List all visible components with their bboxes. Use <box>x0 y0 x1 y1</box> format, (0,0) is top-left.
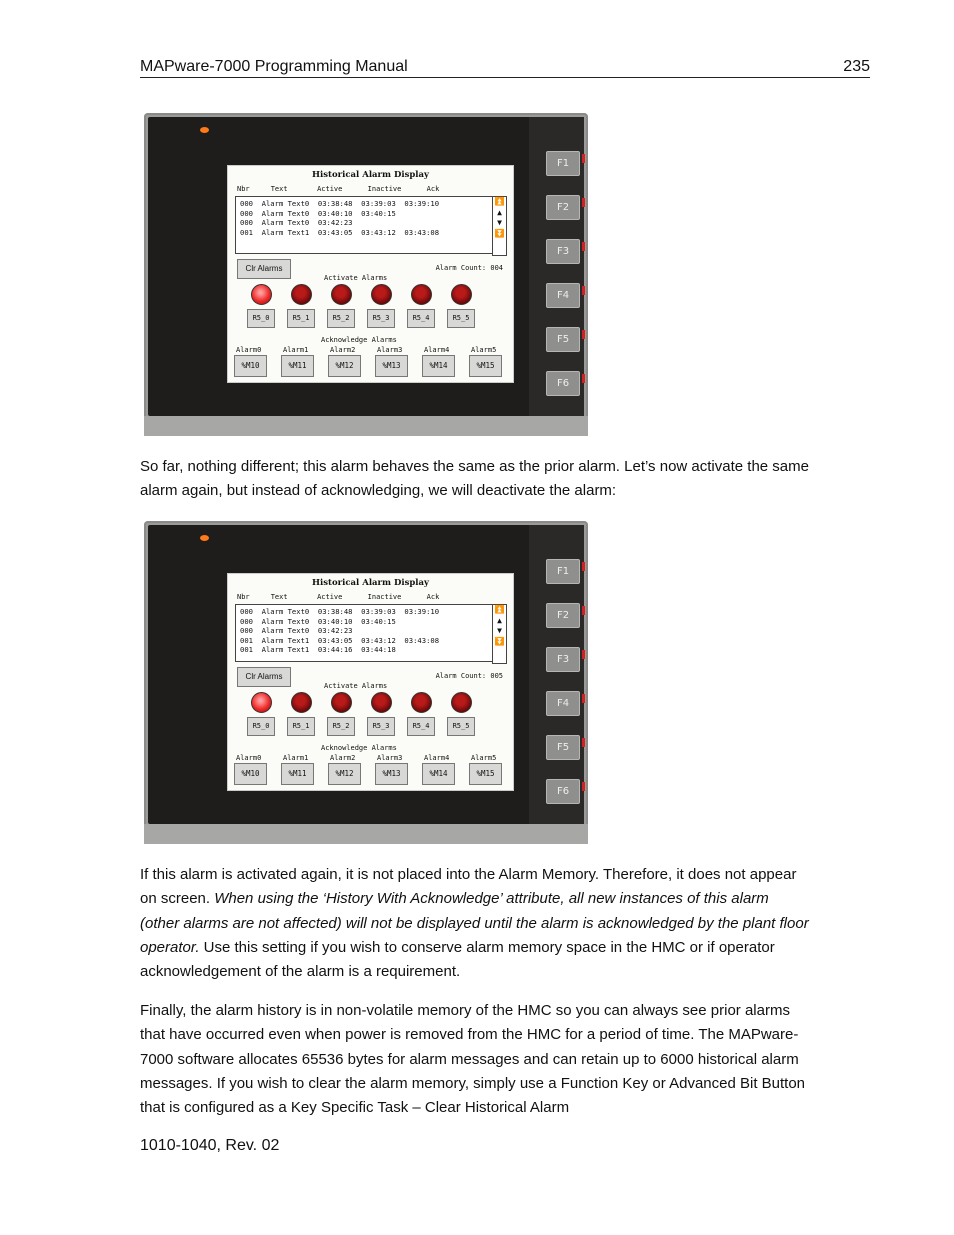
paragraph-1: So far, nothing different; this alarm behaves the same as the prior alarm. Let’s now activate the same alarm again, but instead of acknowledging, we will deactivate the alarm: <box>140 458 809 500</box>
up-arrow-icon[interactable]: ▲ <box>497 207 502 217</box>
function-key-f5[interactable]: F5 <box>546 735 580 760</box>
function-key-f4[interactable]: F4 <box>546 283 580 308</box>
alarm-column-headers: Nbr Text Active Inactive Ack <box>237 185 440 193</box>
acknowledge-button-m10[interactable]: %M10 <box>234 355 267 377</box>
function-key-f1[interactable]: F1 <box>546 559 580 584</box>
alarm-history-list <box>235 604 493 662</box>
activate-alarms-label: Activate Alarms <box>324 274 388 282</box>
acknowledge-button-m14[interactable]: %M14 <box>422 763 455 785</box>
page-down-icon[interactable]: ⏬ <box>494 636 505 646</box>
alarm-row: 000 Alarm Text0 03:40:10 03:40:15 <box>240 208 396 218</box>
hmi-bezel <box>148 117 584 416</box>
alarm-lamp-icon <box>251 284 272 305</box>
activate-button-r5-1[interactable]: R5_1 <box>287 309 315 328</box>
screen-title: Historical Alarm Display <box>312 170 429 180</box>
alarm-list-scrollbar[interactable] <box>492 196 507 256</box>
alarm-lamp-icon <box>451 692 472 713</box>
alarm-label: Alarm2 <box>330 346 356 354</box>
page-header <box>140 57 870 78</box>
alarm-lamp-icon <box>411 284 432 305</box>
footer-doc-number: 1010-1040, Rev. 02 <box>140 1137 280 1154</box>
alarm-row: 000 Alarm Text0 03:38:48 03:39:03 03:39:10 <box>240 199 440 208</box>
acknowledge-button-m12[interactable]: %M12 <box>328 355 361 377</box>
hmi-bottom-frame <box>144 416 588 436</box>
activate-button-r5-3[interactable]: R5_3 <box>367 717 395 736</box>
function-key-f1[interactable]: F1 <box>546 151 580 176</box>
activate-alarms-label: Activate Alarms <box>324 682 388 690</box>
alarm-row: 000 Alarm Text0 03:38:48 03:39:03 03:39:10 <box>240 607 440 616</box>
hmi-screen <box>227 573 514 791</box>
alarm-lamp-icon <box>291 692 312 713</box>
acknowledge-button-m11[interactable]: %M11 <box>281 355 314 377</box>
activate-button-r5-2[interactable]: R5_2 <box>327 309 355 328</box>
acknowledge-button-m12[interactable]: %M12 <box>328 763 361 785</box>
down-arrow-icon[interactable]: ▼ <box>497 626 502 635</box>
activate-button-r5-0[interactable]: R5_0 <box>247 717 275 736</box>
alarm-label: Alarm4 <box>424 346 450 354</box>
alarm-label: Alarm5 <box>471 346 497 354</box>
page-up-icon[interactable]: ⏫ <box>494 605 505 614</box>
clr-alarms-button[interactable]: Clr Alarms <box>237 259 291 279</box>
activate-button-r5-3[interactable]: R5_3 <box>367 309 395 328</box>
acknowledge-alarms-label: Acknowledge Alarms <box>321 336 397 344</box>
page-number: 235 <box>843 58 870 75</box>
alarm-label: Alarm3 <box>377 754 403 762</box>
alarm-row: 000 Alarm Text0 03:42:23 <box>240 218 353 227</box>
function-key-f3[interactable]: F3 <box>546 647 580 672</box>
alarm-label: Alarm3 <box>377 346 403 354</box>
alarm-label: Alarm0 <box>236 346 262 354</box>
alarm-label: Alarm1 <box>283 346 309 354</box>
paragraph-2: If this alarm is activated again, it is not placed into the Alarm Memory. Therefore, it does not appear on screen. When using the ‘History With Acknowledge’ attribute, all new instances of this alarm (other alarms are not affected) will not be displayed until the alarm is acknowledged by the plant floor operator. Use this setting if you wish to conserve alarm memory space in the HMC or if operator acknowledgement of the alarm is a requirement. <box>140 866 809 981</box>
acknowledge-button-m14[interactable]: %M14 <box>422 355 455 377</box>
alarm-row: 001 Alarm Text1 03:44:16 03:44:18 <box>240 645 396 654</box>
clr-alarms-button[interactable]: Clr Alarms <box>237 667 291 687</box>
alarm-row: 001 Alarm Text1 03:43:05 03:43:12 03:43:08 <box>240 635 440 645</box>
alarm-lamp-icon <box>331 284 352 305</box>
acknowledge-button-m13[interactable]: %M13 <box>375 763 408 785</box>
power-led-icon <box>200 127 209 133</box>
alarm-count: Alarm Count: 005 <box>435 672 503 680</box>
acknowledge-button-m11[interactable]: %M11 <box>281 763 314 785</box>
activate-button-r5-5[interactable]: R5_5 <box>447 717 475 736</box>
page-down-icon[interactable]: ⏬ <box>494 228 505 238</box>
paragraph-3: Finally, the alarm history is in non-volatile memory of the HMC so you can always see prior alarms that have occurred even when power is removed from the HMC for a period of time. The MAPware-7000 software allocates 65536 bytes for alarm messages and can retain up to 6000 historical alarm messages. If you wish to clear the alarm memory, simply use a Function Key or Advanced Bit Button that is configured as a Key Specific Task – Clear Historical Alarm <box>140 1002 806 1117</box>
alarm-label: Alarm5 <box>471 754 497 762</box>
alarm-label: Alarm2 <box>330 754 356 762</box>
alarm-list-scrollbar[interactable] <box>492 604 507 664</box>
up-arrow-icon[interactable]: ▲ <box>497 615 502 625</box>
hmi-screen <box>227 165 514 383</box>
activate-button-r5-4[interactable]: R5_4 <box>407 717 435 736</box>
function-key-f3[interactable]: F3 <box>546 239 580 264</box>
alarm-row: 000 Alarm Text0 03:40:10 03:40:15 <box>240 616 396 626</box>
acknowledge-button-m15[interactable]: %M15 <box>469 355 502 377</box>
page-up-icon[interactable]: ⏫ <box>494 197 505 206</box>
hmi-screenshot-2 <box>144 521 588 844</box>
power-led-icon <box>200 535 209 541</box>
alarm-count: Alarm Count: 004 <box>435 264 503 272</box>
function-key-f2[interactable]: F2 <box>546 195 580 220</box>
alarm-rows <box>237 607 439 655</box>
alarm-lamp-icon <box>331 692 352 713</box>
activate-button-r5-1[interactable]: R5_1 <box>287 717 315 736</box>
function-key-f2[interactable]: F2 <box>546 603 580 628</box>
function-key-f6[interactable]: F6 <box>546 779 580 804</box>
function-key-f4[interactable]: F4 <box>546 691 580 716</box>
alarm-lamp-icon <box>411 692 432 713</box>
acknowledge-button-m13[interactable]: %M13 <box>375 355 408 377</box>
alarm-row: 000 Alarm Text0 03:42:23 <box>240 626 353 635</box>
alarm-lamp-icon <box>291 284 312 305</box>
hmi-bezel <box>148 525 584 824</box>
alarm-rows <box>237 199 439 237</box>
alarm-column-headers: Nbr Text Active Inactive Ack <box>237 593 440 601</box>
function-key-f5[interactable]: F5 <box>546 327 580 352</box>
hmi-screenshot-1 <box>144 113 588 436</box>
down-arrow-icon[interactable]: ▼ <box>497 218 502 227</box>
acknowledge-alarms-label: Acknowledge Alarms <box>321 744 397 752</box>
activate-button-r5-5[interactable]: R5_5 <box>447 309 475 328</box>
alarm-lamp-icon <box>371 284 392 305</box>
alarm-lamp-icon <box>451 284 472 305</box>
alarm-lamp-icon <box>251 692 272 713</box>
function-key-f6[interactable]: F6 <box>546 371 580 396</box>
alarm-row: 001 Alarm Text1 03:43:05 03:43:12 03:43:08 <box>240 227 440 237</box>
acknowledge-button-m10[interactable]: %M10 <box>234 763 267 785</box>
alarm-label: Alarm4 <box>424 754 450 762</box>
activate-button-r5-0[interactable]: R5_0 <box>247 309 275 328</box>
manual-title: MAPware-7000 Programming Manual <box>140 58 408 75</box>
italic-note: When using the ‘History With Acknowledge’ attribute, all new instances of this alarm (other alarms are not affected) will not be displayed until the alarm is acknowledged by the plant floor operator. <box>140 890 809 956</box>
screen-title: Historical Alarm Display <box>312 578 429 588</box>
activate-button-r5-4[interactable]: R5_4 <box>407 309 435 328</box>
alarm-lamp-icon <box>371 692 392 713</box>
hmi-bottom-frame <box>144 824 588 844</box>
acknowledge-button-m15[interactable]: %M15 <box>469 763 502 785</box>
alarm-label: Alarm0 <box>236 754 262 762</box>
alarm-label: Alarm1 <box>283 754 309 762</box>
alarm-history-list <box>235 196 493 254</box>
activate-button-r5-2[interactable]: R5_2 <box>327 717 355 736</box>
